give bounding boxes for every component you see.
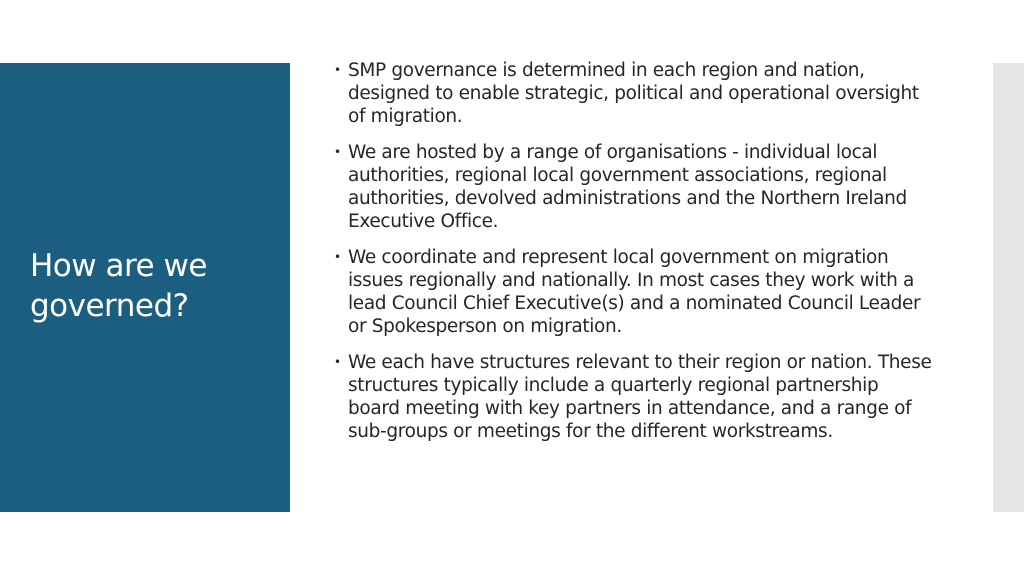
bullet-dot-icon: •	[334, 63, 341, 77]
bullet-text: We each have structures relevant to their region or nation. These structures typically include a quarterly regional partnership board meeting with key partners in attendance, and a range of sub-groups or meetings for the different workstreams.	[348, 352, 932, 442]
bullet-list	[334, 59, 934, 456]
bullet-dot-icon: •	[334, 250, 341, 264]
slide-title: How are we governed?	[30, 248, 207, 324]
bullet-item	[334, 351, 934, 443]
bullet-item	[334, 246, 934, 338]
right-side-bar	[993, 63, 1024, 512]
bullet-text: We coordinate and represent local government on migration issues regionally and nationally. In most cases they work with a lead Council Chief Executive(s) and a nominated Council Leader or Spokesperson on migration.	[348, 247, 921, 337]
bullet-dot-icon: •	[334, 145, 341, 159]
bullet-dot-icon: •	[334, 355, 341, 369]
bullet-item	[334, 59, 934, 128]
bullet-text: We are hosted by a range of organisations - individual local authorities, regional local government associations, regional authorities, devolved administrations and the Northern Ireland Executive Office.	[348, 142, 907, 232]
bullet-item	[334, 141, 934, 233]
bullet-text: SMP governance is determined in each region and nation, designed to enable strategic, political and operational oversight of migration.	[348, 60, 919, 127]
